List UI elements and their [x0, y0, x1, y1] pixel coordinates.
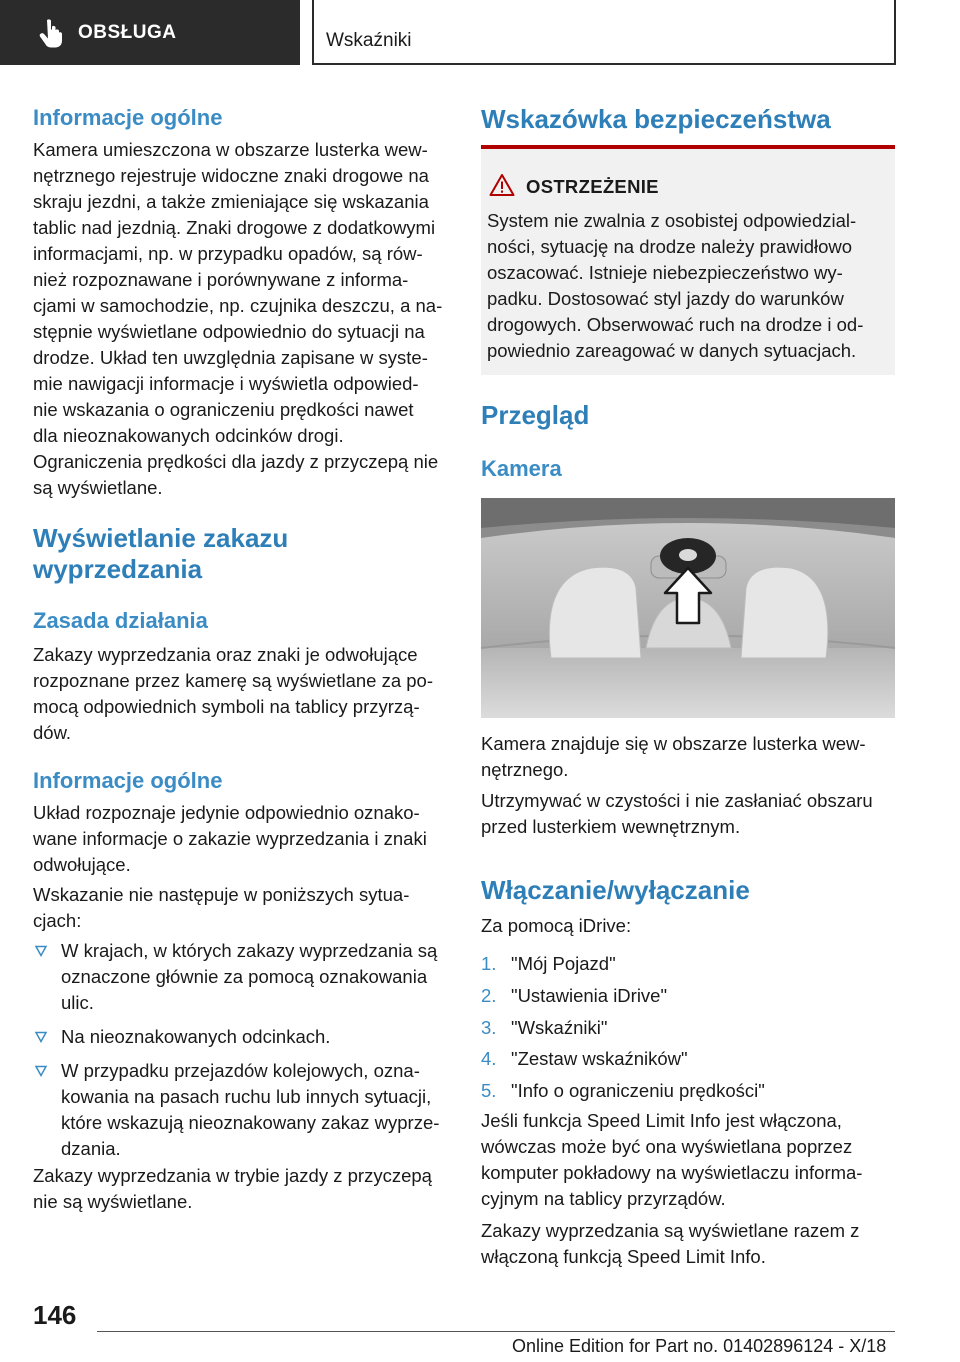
triangle-bullet-icon: [35, 945, 47, 957]
warning-box: [481, 145, 895, 375]
heading-principle: Zasada działania: [33, 608, 208, 633]
heading-safety: Wskazówka bezpieczeństwa: [481, 104, 831, 134]
paragraph-idrive: Za pomocą iDrive:: [481, 915, 632, 936]
heading-camera: Kamera: [481, 456, 562, 481]
triangle-bullet-icon: [35, 1031, 47, 1043]
triangle-bullet-icon: [35, 1065, 47, 1077]
heading-overview: Przegląd: [481, 400, 590, 430]
paragraph-keep-clean: Utrzymywać w czystości i nie zasłaniać obszaru przed lusterkiem wewnętrznym.: [481, 790, 873, 837]
section-label: OBSŁUGA: [78, 21, 177, 43]
heading-general-info-2: Informacje ogólne: [33, 768, 223, 793]
heading-on-off: Włączanie/wyłączanie: [481, 875, 750, 905]
paragraph-camera-location: Kamera znajduje się w obszarze lusterka wew‐ nętrznego.: [481, 733, 866, 780]
car-interior-illustration: [481, 498, 895, 718]
footer-divider: [97, 1331, 895, 1332]
list-item: 5. "Info o ograniczeniu prędkości": [481, 1080, 765, 1101]
paragraph-principle: Zakazy wyprzedzania oraz znaki je odwołujące rozpoznane przez kamerę są wyświetlane za po‐ mocą odpowiednich symboli na tablicy przyrzą‐ dów.: [33, 644, 433, 743]
paragraph-general-info-2: Układ rozpoznaje jedynie odpowiednio oznako‐ wane informacje o zakazie wyprzedzania i znaki odwołujące.: [33, 802, 427, 875]
section-tab: [0, 0, 300, 65]
chapter-header: [312, 0, 896, 65]
chapter-label: Wskaźniki: [326, 30, 412, 51]
list-item: 3. "Wskaźniki": [481, 1017, 608, 1038]
paragraph-combined-display: Zakazy wyprzedzania są wyświetlane razem z włączoną funkcją Speed Limit Info.: [481, 1220, 860, 1267]
list-item: Na nieoznakowanych odcinkach.: [33, 1024, 451, 1050]
paragraph-trailer-2: Zakazy wyprzedzania w trybie jazdy z przyczepą nie są wyświetlane.: [33, 1165, 432, 1212]
edition-note: Online Edition for Part no. 01402896124 - X/18: [512, 1336, 887, 1356]
list-item: W przypadku przejazdów kolejowych, ozna‐ kowania na pasach ruchu lub innych sytuacji, które wskazują nieoznakowany zakaz wyprze‐ dzania.: [33, 1058, 451, 1162]
warning-title: OSTRZEŻENIE: [526, 176, 659, 197]
heading-general-info: Informacje ogólne: [33, 105, 223, 130]
heading-no-overtaking: Wyświetlanie zakazu wyprzedzania: [33, 523, 289, 584]
warning-text: System nie zwalnia z osobistej odpowiedzial‐ ności, sytuację na drodze należy prawidłowo oszacować. Istnieje niebezpieczeństwo wy‐ padku. Dostosować styl jazdy do warunków drogowych. Obserwować ruch na drodze i od‐ powiednio zareagować w danych sytuacjach.: [487, 210, 864, 361]
paragraph-general-info: Kamera umieszczona w obszarze lusterka wew‐ nętrznego rejestruje widoczne znaki drogowe na skraju jezdni, a także zmieniające się wskazania tablic nad jezdnią. Znaki drogowe z dodatkowymi informacjami, np. w przypadku opadów, są rów‐ nież rozpoznawane i porównywane z informa‐ cjami w samochodzie, np. czujnika deszczu, a na‐ stępnie wyświetlane odpowiednio do sytuacji na drodze. Układ ten uwzględnia zapisane w syste‐ mie nawigacji informacje i wyświetla odpowied‐ nie wskazania o ograniczeniu prędkości nawet dla nieoznakowanych odcinków drogi.: [33, 139, 443, 446]
list-item: 1. "Mój Pojazd": [481, 953, 616, 974]
camera-location-image: [481, 498, 895, 718]
list-item: 2. "Ustawienia iDrive": [481, 985, 668, 1006]
hand-pointer-icon: [38, 18, 64, 48]
paragraph-speed-limit-info: Jeśli funkcja Speed Limit Info jest włączona, wówczas może być ona wyświetlana poprzez komputer pokładowy na wyświetlaczu informa‐ cyjnym na tablicy przyrządów.: [481, 1110, 863, 1209]
paragraph-trailer: Ograniczenia prędkości dla jazdy z przyczepą nie są wyświetlane.: [33, 451, 439, 498]
warning-triangle-icon: [489, 173, 515, 197]
list-item: 4. "Zestaw wskaźników": [481, 1048, 688, 1069]
list-item: W krajach, w których zakazy wyprzedzania są oznaczone głównie za pomocą oznakowania ulic.: [33, 938, 451, 1016]
paragraph-no-display: Wskazanie nie następuje w poniższych sytua‐ cjach:: [33, 884, 410, 931]
page-number: 146: [33, 1300, 77, 1330]
